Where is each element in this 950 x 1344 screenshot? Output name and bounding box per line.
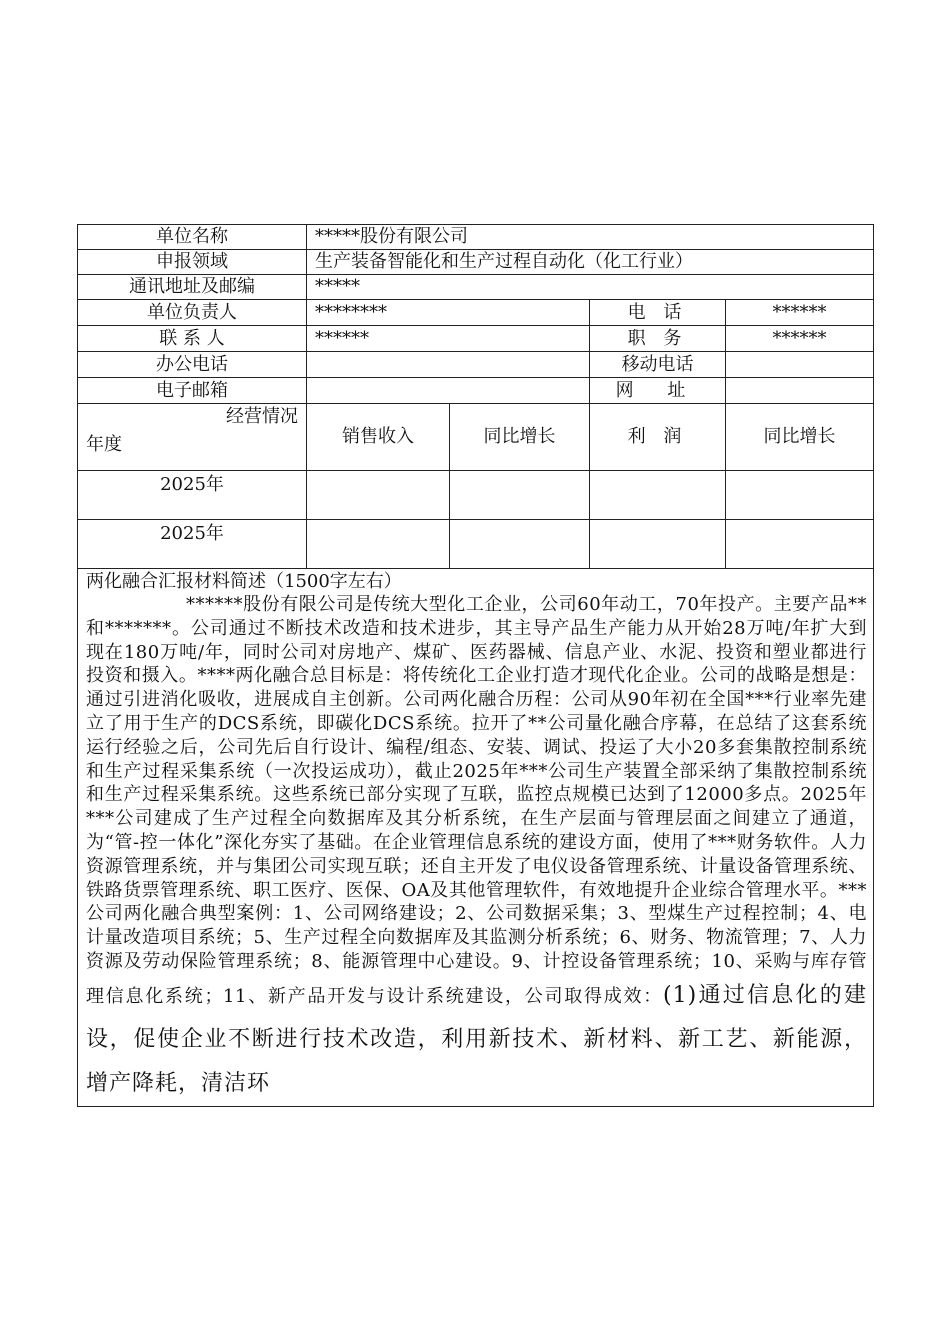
address-label: 通讯地址及邮编 [78,275,307,300]
phone-value: ****** [726,300,874,326]
year-cell: 2025年 [78,520,307,569]
unit-name-label: 单位名称 [78,225,307,250]
row-unit-name [78,225,874,250]
mobile-value [726,352,874,378]
principal-value: ******** [307,300,590,326]
column-sales: 销售收入 [307,404,450,471]
contact-label: 联 系 人 [78,326,307,352]
summary-paragraph [86,593,867,1106]
data-cell [726,520,874,569]
data-cell [450,471,590,520]
application-form-table [77,224,874,1107]
data-cell [450,520,590,569]
summary-row [78,569,874,1107]
business-corner-cell [78,404,307,471]
website-value [726,378,874,404]
row-field [78,250,874,275]
unit-name-value: *****股份有限公司 [307,225,874,250]
business-header-row [78,404,874,471]
email-value [307,378,590,404]
field-label: 申报领域 [78,250,307,275]
principal-label: 单位负责人 [78,300,307,326]
data-cell [307,471,450,520]
data-cell [307,520,450,569]
year-cell: 2025年 [78,471,307,520]
address-value: ***** [307,275,874,300]
row-office-phone [78,352,874,378]
office-phone-value [307,352,590,378]
office-phone-label: 办公电话 [78,352,307,378]
email-label: 电子邮箱 [78,378,307,404]
summary-continuation: (1)通过信息化的建设，促使企业不断进行技术改造，利用新技术、新材料、新工艺、新能源，增产降耗，清洁环 [86,982,867,1096]
row-address [78,275,874,300]
position-value: ****** [726,326,874,352]
corner-label-bottom: 年度 [86,434,122,455]
data-cell [726,471,874,520]
row-principal [78,300,874,326]
business-row-2 [78,520,874,569]
column-profit-growth: 同比增长 [726,404,874,471]
summary-paragraph-text: ******股份有限公司是传统大型化工企业，公司60年动工，70年投产。主要产品**和*******。公司通过不断技术改造和技术进步，其主导产品生产能力从开始28万吨/年扩大到现在180万吨/年，同时公司对房地产、煤矿、医药器械、信息产业、水泥、投资和塑业都进行投资和摄入。****两化融合总目标是：将传统化工企业打造才现代化企业。公司的战略是想是：通过引进消化吸收，进展成自主创新。公司两化融合历程：公司从90年初在全国***行业率先建立了用于生产的DCS系统，即碳化DCS系统。拉开了**公司量化融合序幕，在总结了这套系统运行经验之后，公司先后自行设计、编程/组态、安装、调试、投运了大小20多套集散控制系统和生产过程采集系统（一次投运成功），截止2025年***公司生产装置全部采纳了集散控制系统和生产过程采集系统。这些系统已部分实现了互联，监控点规模已达到了12000多点。2025年***公司建成了生产过程全向数据库及其分析系统，在生产层面与管理层面之间建立了通道，为“管-控一体化”深化夯实了基础。在企业管理信息系统的建设方面，使用了***财务软件。人力资源管理系统，并与集团公司实现互联；还自主开发了电仪设备管理系统、计量设备管理系统、铁路货票管理系统、职工医疗、医保、OA及其他管理软件，有效地提升企业综合管理水平。***公司两化融合典型案例：1、公司网络建设；2、公司数据采集；3、型煤生产过程控制；4、电计量改造项目系统；5、生产过程全向数据库及其监测分析系统；6、财务、物流管理；7、人力资源及劳动保险管理系统；8、能源管理中心建设。9、计控设备管理系统；10、采购与库存管理信息化系统；11、新产品开发与设计系统建设，公司取得成效： [86,594,867,1007]
phone-label: 电 话 [590,300,726,326]
column-sales-growth: 同比增长 [450,404,590,471]
row-contact [78,326,874,352]
website-label: 网 址 [590,378,726,404]
mobile-label: 移动电话 [590,352,726,378]
row-email [78,378,874,404]
column-profit: 利 润 [590,404,726,471]
contact-value: ****** [307,326,590,352]
business-row-1 [78,471,874,520]
summary-cell [78,569,874,1107]
position-label: 职 务 [590,326,726,352]
data-cell [590,520,726,569]
corner-label-top: 经营情况 [226,406,298,427]
data-cell [590,471,726,520]
field-value: 生产装备智能化和生产过程自动化（化工行业） [307,250,874,275]
summary-heading: 两化融合汇报材料简述（1500字左右） [86,571,402,592]
